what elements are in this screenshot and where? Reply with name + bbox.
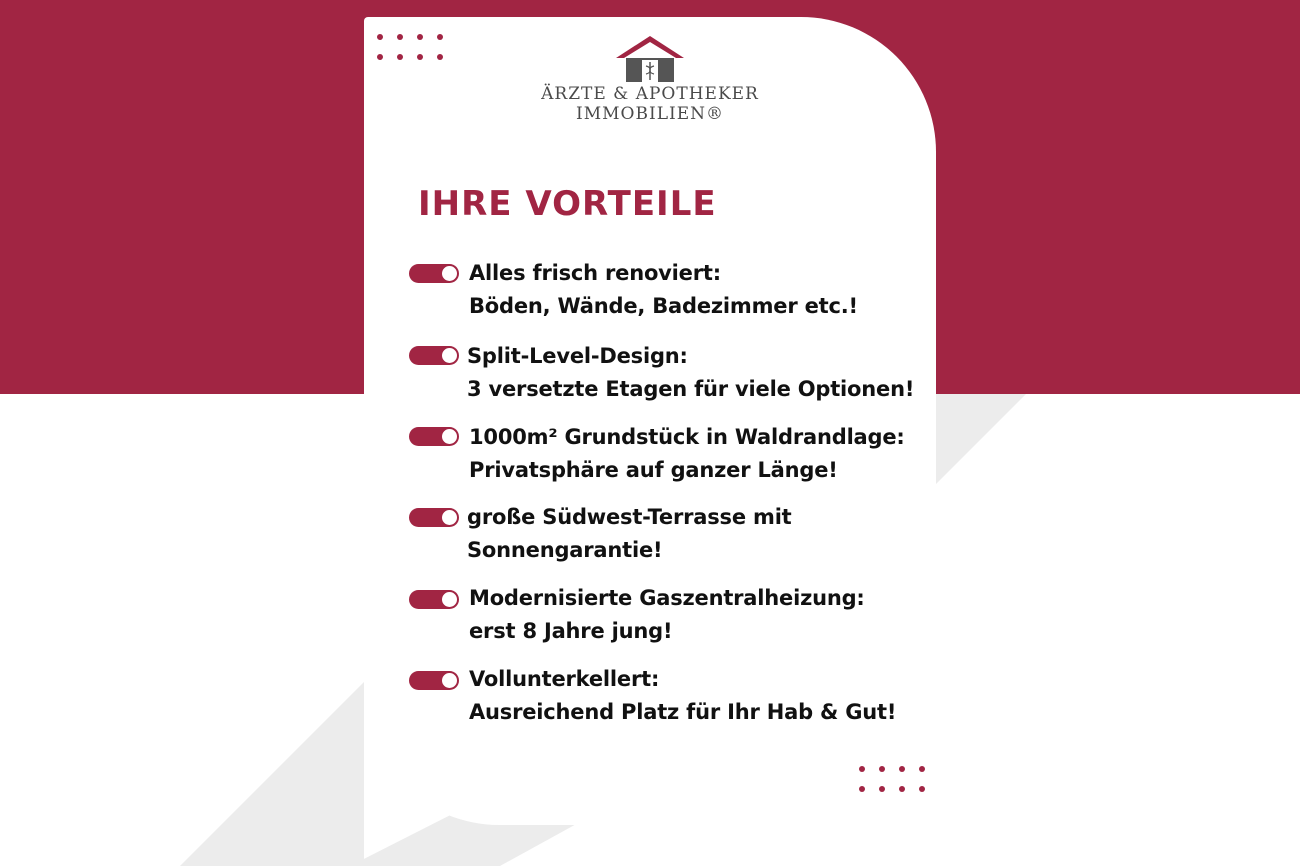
benefit-line2: 3 versetzte Etagen für viele Optionen! [467, 377, 915, 401]
toggle-icon [409, 671, 459, 690]
benefit-text [469, 582, 865, 648]
benefit-line2: Sonnengarantie! [467, 538, 663, 562]
benefit-line1: Vollunterkellert: [469, 667, 660, 691]
house-caduceus-icon [614, 34, 686, 84]
benefit-line1: Modernisierte Gaszentralheizung: [469, 586, 865, 610]
benefit-text [467, 340, 914, 406]
decorative-dots-top-left [377, 34, 443, 60]
benefit-line2: erst 8 Jahre jung! [469, 619, 673, 643]
decorative-dots-bottom-right [859, 766, 925, 792]
brand-logo [540, 34, 760, 124]
benefit-line1: 1000m² Grundstück in Waldrandlage: [469, 425, 905, 449]
benefit-text [467, 501, 792, 567]
diagonal-stripe-right [936, 394, 1026, 484]
benefit-text [469, 421, 905, 487]
toggle-icon [409, 346, 459, 365]
benefit-line1: große Südwest-Terrasse mit [467, 505, 792, 529]
benefit-line2: Ausreichend Platz für Ihr Hab & Gut! [469, 700, 897, 724]
benefit-line1: Split-Level-Design: [467, 344, 688, 368]
toggle-icon [409, 590, 459, 609]
toggle-icon [409, 508, 459, 527]
page-title: IHRE VORTEILE [418, 184, 717, 224]
brand-name-line2: IMMOBILIEN® [576, 104, 724, 124]
benefit-text [469, 257, 858, 323]
benefit-line1: Alles frisch renoviert: [469, 261, 721, 285]
toggle-icon [409, 264, 459, 283]
benefit-line2: Böden, Wände, Badezimmer etc.! [469, 294, 858, 318]
toggle-icon [409, 427, 459, 446]
brand-name-line1: ÄRZTE & APOTHEKER [541, 84, 759, 104]
benefit-text [469, 663, 896, 729]
benefit-line2: Privatsphäre auf ganzer Länge! [469, 458, 838, 482]
diagonal-stripe-bottom [180, 682, 364, 866]
